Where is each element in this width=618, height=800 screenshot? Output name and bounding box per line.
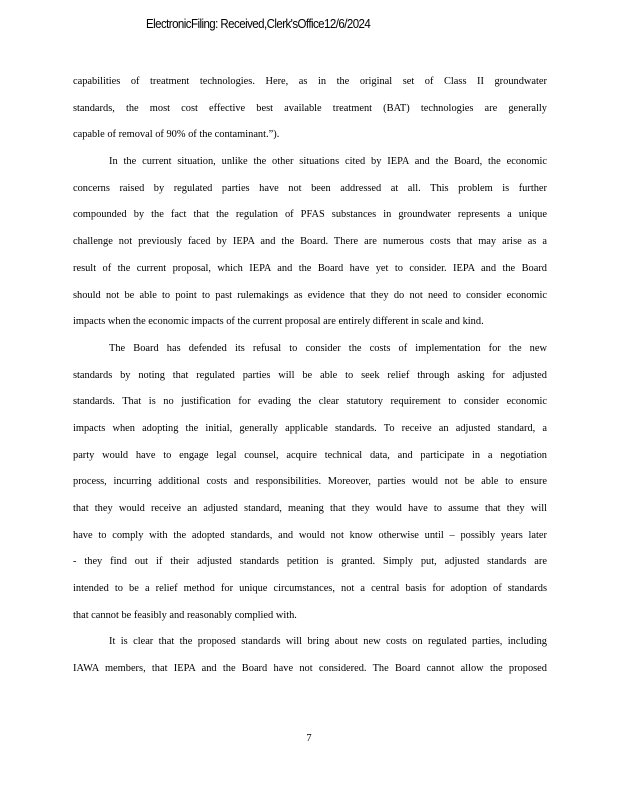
text-line: have to comply with the adopted standards, and would not know otherwise until – possibly years later — [73, 529, 547, 541]
text-line: It is clear that the proposed standards will bring about new costs on regulated parties, including — [109, 636, 547, 648]
text-line: - they find out if their adjusted standards petition is granted. Simply put, adjusted standards are — [73, 556, 547, 568]
text-line: standards, the most cost effective best available treatment (BAT) technologies are generally — [73, 102, 547, 114]
paragraph — [73, 336, 547, 630]
paragraph — [73, 69, 547, 149]
text-line: party would have to engage legal counsel, acquire technical data, and participate in a negotiation — [73, 449, 547, 461]
text-line: impacts when the economic impacts of the current proposal are entirely different in scale and kind. — [73, 316, 484, 328]
text-line: intended to be a relief method for unique circumstances, not a central basis for adoption of standards — [73, 583, 547, 595]
paragraph — [73, 629, 547, 682]
text-line: capabilities of treatment technologies. Here, as in the original set of Class II groundwater — [73, 76, 547, 87]
text-line: concerns raised by regulated parties have not been addressed at all. This problem is further — [73, 182, 547, 194]
text-line: challenge not previously faced by IEPA and the Board. There are numerous costs that may arise as a — [73, 236, 547, 248]
paragraph — [73, 149, 547, 336]
text-line: capable of removal of 90% of the contaminant.”). — [73, 129, 280, 141]
text-line: standards. That is no justification for evading the clear statutory requirement to consider economic — [73, 396, 547, 408]
text-line: result of the current proposal, which IEPA and the Board have yet to consider. IEPA and the Board — [73, 262, 547, 274]
text-line: In the current situation, unlike the other situations cited by IEPA and the Board, the economic — [109, 156, 547, 168]
text-line: that they would receive an adjusted standard, meaning that they would have to assume that they will — [73, 503, 547, 514]
text-line: compounded by the fact that the regulation of PFAS substances in groundwater represents a unique — [73, 209, 547, 221]
text-line: process, incurring additional costs and responsibilities. Moreover, parties would not be able to ensure — [73, 476, 547, 488]
text-line: impacts when adopting the initial, generally applicable standards. To receive an adjusted standard, a — [73, 422, 547, 434]
text-line: IAWA members, that IEPA and the Board have not considered. The Board cannot allow the proposed — [73, 663, 547, 675]
text-line: that cannot be feasibly and reasonably complied with. — [73, 609, 297, 621]
text-line: standards by noting that regulated parties will be able to seek relief through asking for adjusted — [73, 369, 547, 381]
text-line: The Board has defended its refusal to consider the costs of implementation for the new — [109, 342, 547, 354]
page-number: 7 — [306, 733, 312, 744]
text-line: should not be able to point to past rulemakings as evidence that they do not need to consider economic — [73, 289, 547, 301]
document-body — [73, 69, 547, 683]
electronic-filing-stamp: ElectronicFiling: Received,Clerk'sOffice12/6/2024 — [146, 17, 371, 31]
